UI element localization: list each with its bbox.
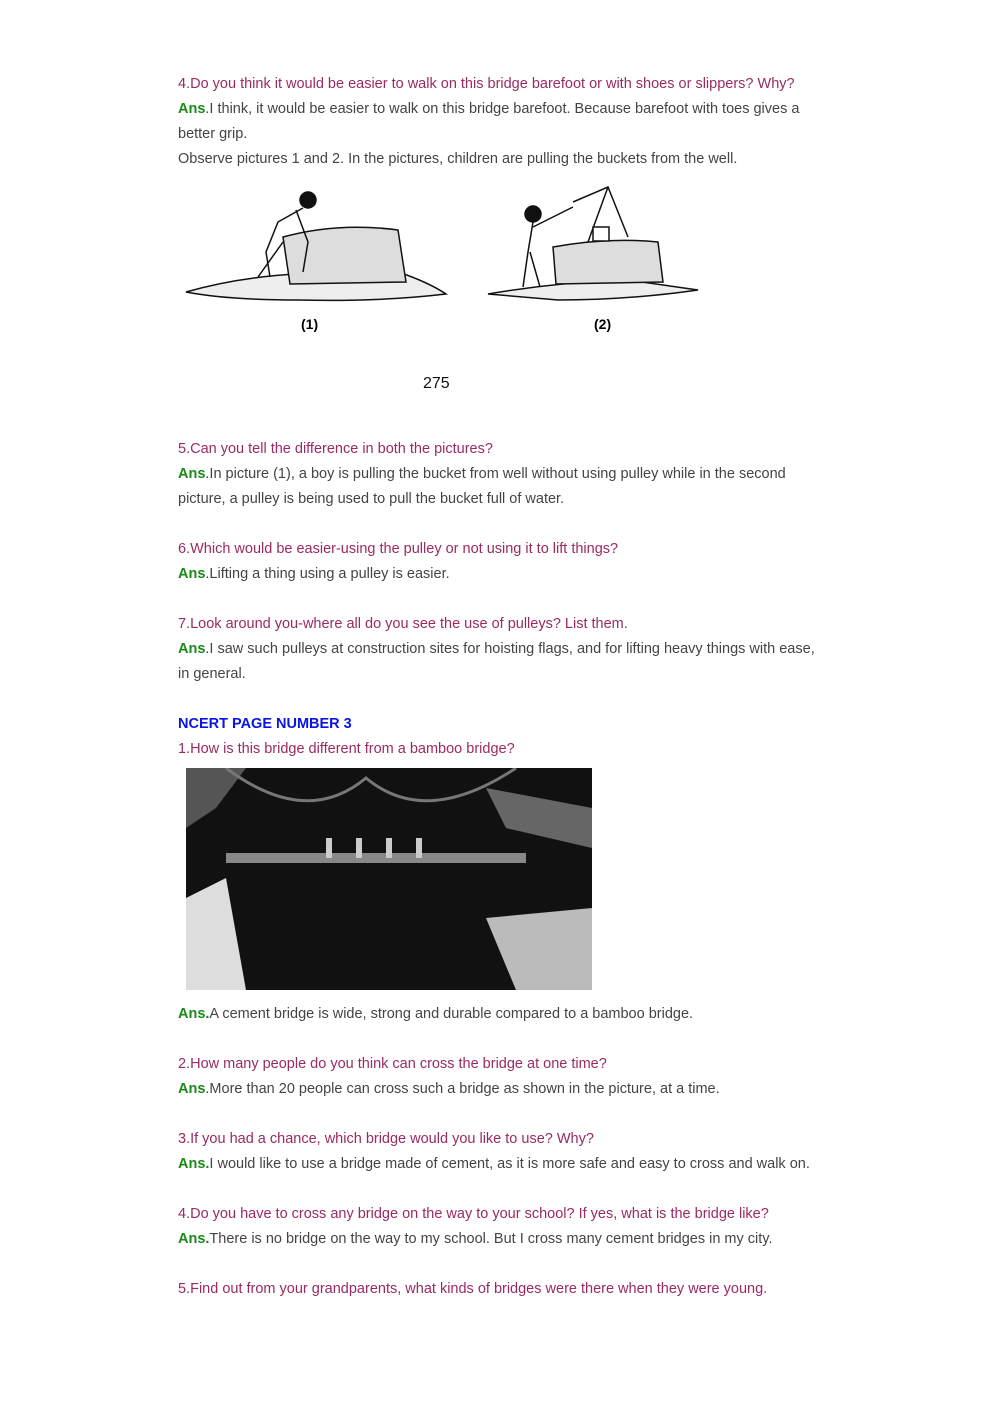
question: 3.If you had a chance, which bridge would you like to use? Why?: [178, 1131, 594, 1147]
figure-label-2: (2): [594, 316, 612, 332]
question: 5.Find out from your grandparents, what kinds of bridges were there when they were young.: [178, 1281, 768, 1297]
answer: [178, 1227, 818, 1252]
question: 5.Can you tell the difference in both the pictures?: [178, 441, 493, 457]
question: 6.Which would be easier-using the pulley or not using it to lift things?: [178, 541, 619, 557]
answer-text: A cement bridge is wide, strong and durable compared to a bamboo bridge.: [209, 1006, 694, 1022]
bridge-photo: [186, 768, 592, 990]
well-illustrations: [178, 182, 718, 342]
well-figures: [178, 182, 818, 412]
question: 2.How many people do you think can cross the bridge at one time?: [178, 1056, 607, 1072]
question: 7.Look around you-where all do you see the use of pulleys? List them.: [178, 616, 628, 632]
ncert-heading: NCERT PAGE NUMBER 3: [178, 716, 352, 732]
answer-text: .I think, it would be easier to walk on this bridge barefoot. Because barefoot with toes gives a better grip.: [178, 101, 800, 142]
ans-label: Ans: [178, 566, 206, 582]
page-number: 275: [423, 375, 450, 392]
answer: [178, 1002, 818, 1027]
answer-text: I would like to use a bridge made of cement, as it is more safe and easy to cross and walk on.: [209, 1156, 810, 1172]
answer: [178, 637, 818, 687]
answer-text: .In picture (1), a boy is pulling the bucket from well without using pulley while in the second picture, a pulley is being used to pull the bucket full of water.: [178, 466, 786, 507]
answer-text: .Lifting a thing using a pulley is easier.: [205, 566, 450, 582]
ans-label: Ans: [178, 101, 206, 117]
answer: [178, 1152, 818, 1177]
answer: [178, 1077, 818, 1102]
ans-label: Ans.: [178, 1006, 210, 1022]
ans-label: Ans.: [178, 1231, 210, 1247]
answer: [178, 97, 818, 147]
ans-label: Ans: [178, 1081, 206, 1097]
answer-text: .More than 20 people can cross such a bridge as shown in the picture, at a time.: [205, 1081, 720, 1097]
figure-label-1: (1): [301, 316, 319, 332]
ans-label: Ans: [178, 466, 206, 482]
answer: [178, 562, 818, 587]
ans-label: Ans.: [178, 1156, 210, 1172]
question: 4.Do you have to cross any bridge on the way to your school? If yes, what is the bridge like?: [178, 1206, 769, 1222]
answer-text: There is no bridge on the way to my school. But I cross many cement bridges in my city.: [209, 1231, 773, 1247]
question: 1.How is this bridge different from a bamboo bridge?: [178, 741, 515, 757]
paragraph: Observe pictures 1 and 2. In the pictures, children are pulling the buckets from the well.: [178, 151, 738, 167]
ans-label: Ans: [178, 641, 206, 657]
answer-text: .I saw such pulleys at construction sites for hoisting flags, and for lifting heavy things with ease, in general.: [178, 641, 815, 682]
content: [178, 72, 818, 1302]
answer: [178, 462, 818, 512]
question: 4.Do you think it would be easier to walk on this bridge barefoot or with shoes or slippers? Why?: [178, 76, 795, 92]
